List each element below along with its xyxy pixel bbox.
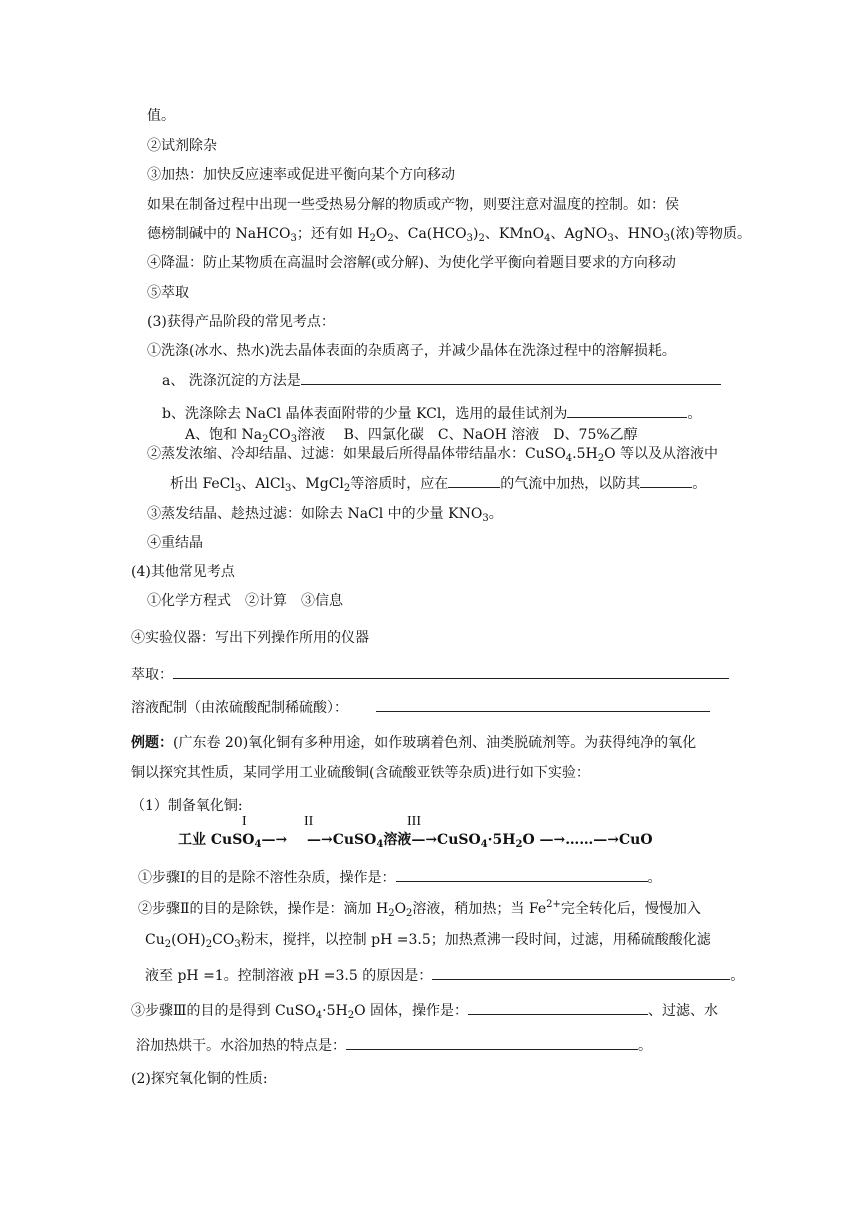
line-16: ④重结晶 (147, 535, 203, 551)
line-1: 值。 (147, 108, 175, 124)
answer-blank-step1[interactable] (396, 867, 648, 882)
solution-question: 溶液配制（由浓硫酸配制稀硫酸）： (131, 697, 710, 718)
answer-blank-a[interactable] (301, 370, 721, 385)
line-7: ⑤萃取 (147, 285, 189, 301)
arrow-icon: —→ (306, 832, 333, 848)
step-3-question: ③步骤Ⅲ的目的是得到 $CuSO_4\cdot 5H_2O$ 固体，操作是： 、过滤、水 (131, 1000, 718, 1021)
line-2: ②试剂除杂 (147, 138, 217, 154)
step-1-question: ①步骤Ⅰ的目的是除不溶性杂质，操作是： 。 (138, 867, 662, 888)
line-14: 析出 FeCl$_3$、AlCl$_3$、MgCl$_2$等溶质时，应在 的气流中加热，以防其 。 (170, 473, 706, 494)
line-18: ①化学方程式 ②计算 ③信息 (147, 593, 343, 609)
arrow-icon: —→ (411, 832, 438, 848)
answer-blank-gas[interactable] (448, 473, 500, 488)
answer-blank-waterbath[interactable] (346, 1035, 638, 1050)
arrow-icon: —→ (593, 832, 620, 848)
line-13: ②蒸发浓缩、冷却结晶、过滤：如果最后所得晶体带结晶水：$CuSO_4.5H_2O$ 等以及从溶液中 (147, 446, 719, 464)
question-b: b、洗涤除去 NaCl 晶体表面附带的少量 KCl，选用的最佳试剂为 。 (162, 403, 701, 424)
example-line-2: 铜以探究其性质，某同学用工业硫酸铜(含硫酸亚铁等杂质)进行如下实验： (131, 765, 590, 781)
step-2-line-3: 液至 pH =1。控制溶液 pH =3.5 的原因是： 。 (145, 965, 744, 986)
answer-blank-b[interactable] (567, 403, 687, 418)
extraction-question: 萃取： (131, 664, 729, 685)
line-3: ③加热：加快反应速率或促进平衡向某个方向移动 (147, 167, 455, 183)
part-1-heading: （1）制备氧化铜: (131, 798, 243, 814)
line-5: 德榜制碱中的 NaHCO$_3$；还有如 $H_2O_2$、$Ca(HCO_3)_2$、KMnO$_4$、AgNO$_3$、$HNO_3$(浓)等物质。 (147, 226, 751, 244)
question-a: a、 洗涤沉淀的方法是 (162, 370, 721, 391)
line-4: 如果在制备过程中出现一些受热易分解的物质或产物，则要注意对温度的控制。如：侯 (147, 197, 679, 213)
answer-blank-ph[interactable] (432, 965, 730, 980)
section-3-heading: (3)获得产品阶段的常见考点： (147, 314, 335, 330)
line-15: ③蒸发结晶、趁热过滤：如除去 NaCl 中的少量 $KNO_3$。 (147, 506, 503, 524)
line-19: ④实验仪器：写出下列操作所用的仪器 (131, 630, 369, 646)
reaction-scheme-line: 工业 CuSO$_4$—→ —→CuSO$_4$溶液$—\to CuSO_4\cdot 5H_2O$ —→……—→CuO (178, 832, 653, 850)
reaction-scheme (178, 814, 678, 858)
step-3-label: III (407, 814, 421, 829)
line-9: ①洗涤(冰水、热水)洗去晶体表面的杂质离子，并减少晶体在洗涤过程中的溶解损耗。 (147, 343, 676, 359)
options-b: A、饱和 $Na_2CO_3$溶液 B、四氯化碳 C、NaOH 溶液 D、75%乙醇 (185, 427, 638, 445)
section-4-heading: (4)其他常见考点 (131, 564, 235, 580)
step-2-question: ②步骤Ⅱ的目的是除铁，操作是：滴加 $H_2O_2$溶液，稍加热；当 $Fe^{2+}$完全转化后，慢慢加入 (138, 899, 701, 919)
step-1-label: I (242, 814, 247, 829)
arrow-icon: —→ (261, 832, 288, 848)
step-2-label: II (304, 814, 314, 829)
step-2-line-2: $Cu_2(OH)_2CO_3$粉末，搅拌，以控制 pH =3.5；加热煮沸一段时间，过滤，用稀硫酸酸化滤 (145, 932, 711, 950)
answer-blank-step3[interactable] (468, 1000, 648, 1015)
answer-blank-solution[interactable] (376, 697, 710, 712)
answer-blank-extraction[interactable] (173, 664, 729, 679)
part-2-heading: (2)探究氧化铜的性质: (131, 1071, 268, 1087)
arrow-icon: —→ (539, 832, 566, 848)
example-intro: 例题：(广东卷 20)氧化铜有多种用途，如作玻璃着色剂、油类脱硫剂等。为获得纯净的氧化 (131, 735, 697, 751)
line-6: ④降温：防止某物质在高温时会溶解(或分解)、为使化学平衡向着题目要求的方向移动 (147, 255, 676, 271)
step-3-line-2: 浴加热烘干。水浴加热的特点是： 。 (136, 1035, 652, 1056)
answer-blank-prevent[interactable] (640, 473, 692, 488)
